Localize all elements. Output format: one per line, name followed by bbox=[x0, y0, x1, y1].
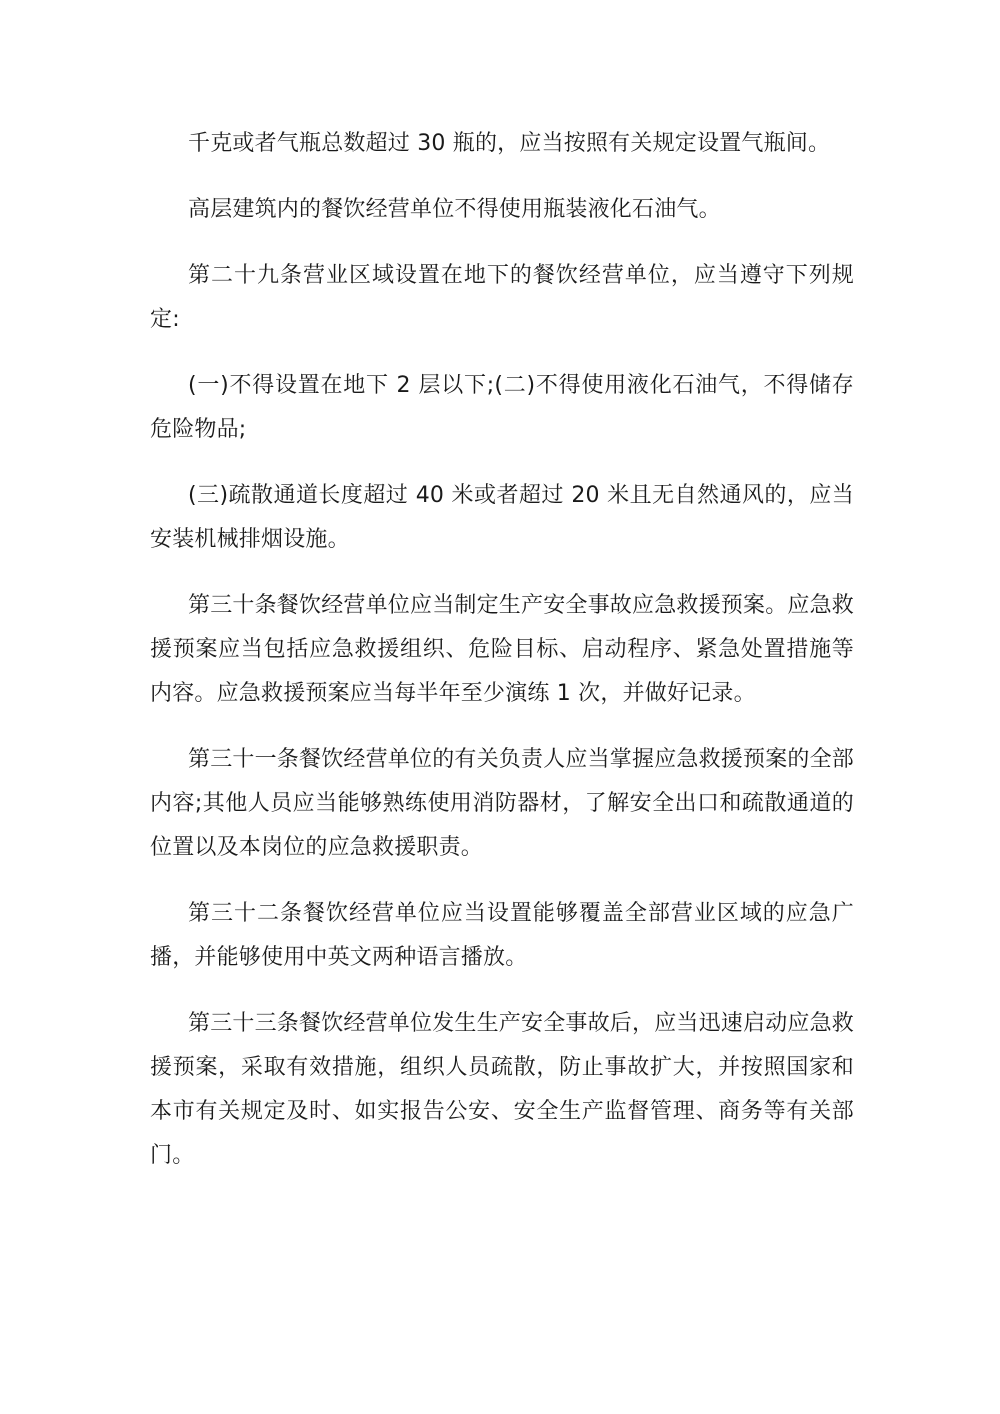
paragraph-high-rise-lpg: 高层建筑内的餐饮经营单位不得使用瓶装液化石油气。 bbox=[188, 197, 721, 222]
paragraph-article-30: 第三十条餐饮经营单位应当制定生产安全事故应急救援预案。应急救援预案应当包括应急救援组织、危险目标、启动程序、紧急处置措施等内容。应急救援预案应当每半年至少演练 1 次，并做好记录。 bbox=[150, 593, 855, 706]
paragraph-article-33: 第三十三条餐饮经营单位发生生产安全事故后，应当迅速启动应急救援预案，采取有效措施，组织人员疏散，防止事故扩大，并按照国家和本市有关规定及时、如实报告公安、安全生产监督管理、商务等有关部门。 bbox=[150, 1011, 855, 1168]
paragraph-article-29-item-3: (三)疏散通道长度超过 40 米或者超过 20 米且无自然通风的，应当安装机械排烟设施。 bbox=[150, 483, 854, 552]
paragraph-gas-cylinder-room: 千克或者气瓶总数超过 30 瓶的，应当按照有关规定设置气瓶间。 bbox=[188, 131, 831, 156]
paragraph-article-29: 第二十九条营业区域设置在地下的餐饮经营单位，应当遵守下列规定: bbox=[150, 263, 854, 332]
paragraph-article-29-items-1-2: (一)不得设置在地下 2 层以下;(二)不得使用液化石油气，不得储存危险物品; bbox=[150, 373, 854, 442]
paragraph-article-31: 第三十一条餐饮经营单位的有关负责人应当掌握应急救援预案的全部内容;其他人员应当能够熟练使用消防器材，了解安全出口和疏散通道的位置以及本岗位的应急救援职责。 bbox=[150, 747, 855, 860]
document-body bbox=[150, 122, 854, 1200]
paragraph-article-32: 第三十二条餐饮经营单位应当设置能够覆盖全部营业区域的应急广播，并能够使用中英文两种语言播放。 bbox=[150, 901, 854, 970]
